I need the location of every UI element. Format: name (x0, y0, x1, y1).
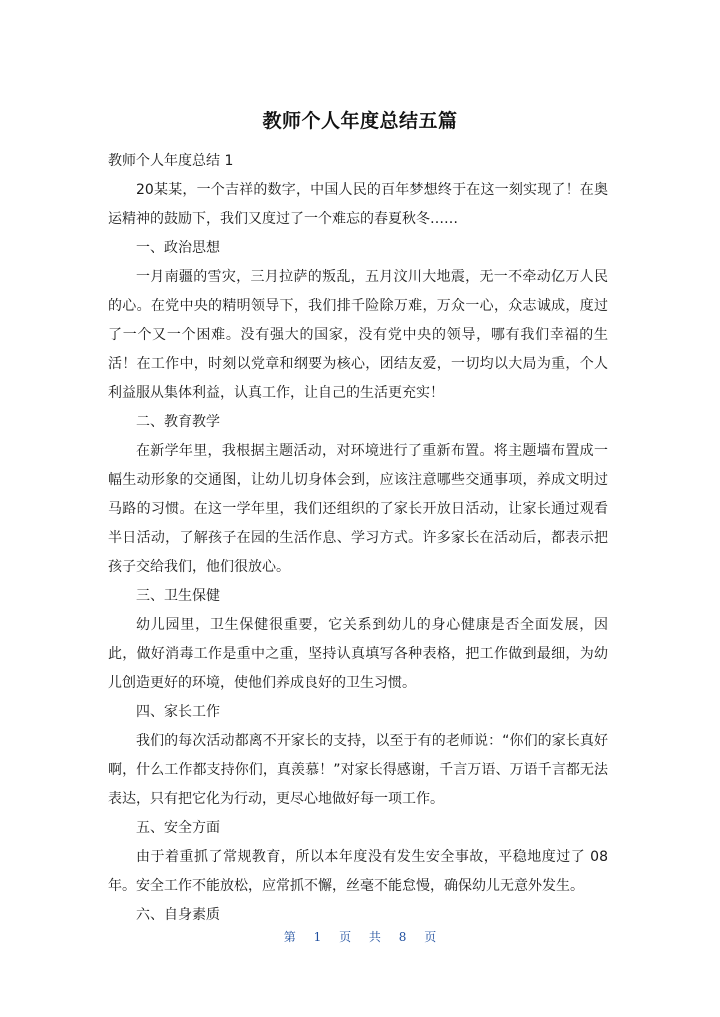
paragraph-intro: 20某某，一个吉祥的数字，中国人民的百年梦想终于在这一刻实现了！在奥运精神的鼓励下，我们又度过了一个难忘的春夏秋冬…… (108, 182, 608, 227)
footer-ye: 页 (339, 930, 352, 944)
page-footer (0, 928, 720, 945)
document-subtitle: 教师个人年度总结 1 (108, 153, 234, 169)
paragraph-parents: 我们的每次活动都离不开家长的支持，以至于有的老师说：“你们的家长真好啊，什么工作都支持你们，真羡慕！”对家长得感谢，千言万语、万语千言都无法表达，只有把它化为行动，更尽心地做好每一项工作。 (108, 733, 608, 807)
paragraph-politics: 一月南疆的雪灾，三月拉萨的叛乱，五月汶川大地震，无一不牵动亿万人民的心。在党中央的精明领导下，我们排千险除万难，万众一心，众志诚成，度过了一个又一个困难。没有强大的国家，没有党中央的领导，哪有我们幸福的生活！在工作中，时刻以党章和纲要为核心，团结友爱，一切均以大局为重，个人利益服从集体利益，认真工作，让自己的生活更充实！ (108, 269, 608, 401)
section-heading-politics: 一、政治思想 (136, 240, 220, 256)
section-heading-teaching: 二、教育教学 (136, 414, 220, 430)
section-heading-safety: 五、安全方面 (136, 820, 220, 836)
document-body (108, 147, 608, 930)
section-heading-parents: 四、家长工作 (136, 704, 220, 720)
document-title: 教师个人年度总结五篇 (262, 110, 458, 132)
paragraph-teaching: 在新学年里，我根据主题活动，对环境进行了重新布置。将主题墙布置成一幅生动形象的交通图，让幼儿切身体会到，应该注意哪些交通事项，养成文明过马路的习惯。在这一学年里，我们还组织的了家长开放日活动，让家长通过观看半日活动，了解孩子在园的生活作息、学习方式。许多家长在活动后，都表示把孩子交给我们，他们很放心。 (108, 443, 608, 575)
section-heading-self: 六、自身素质 (136, 907, 220, 923)
footer-gong: 共 (368, 930, 381, 944)
footer-total-pages: 8 (398, 930, 407, 944)
section-heading-health: 三、卫生保健 (136, 588, 220, 604)
footer-di: 第 (283, 930, 296, 944)
footer-page-number: 1 (313, 930, 322, 944)
footer-ye-end: 页 (424, 930, 437, 944)
paragraph-safety: 由于着重抓了常规教育，所以本年度没有发生安全事故，平稳地度过了 08 年。安全工作不能放松，应常抓不懈，丝毫不能怠慢，确保幼儿无意外发生。 (108, 849, 608, 894)
paragraph-health: 幼儿园里，卫生保健很重要，它关系到幼儿的身心健康是否全面发展，因此，做好消毒工作是重中之重，坚持认真填写各种表格，把工作做到最细，为幼儿创造更好的环境，使他们养成良好的卫生习惯。 (108, 617, 608, 691)
